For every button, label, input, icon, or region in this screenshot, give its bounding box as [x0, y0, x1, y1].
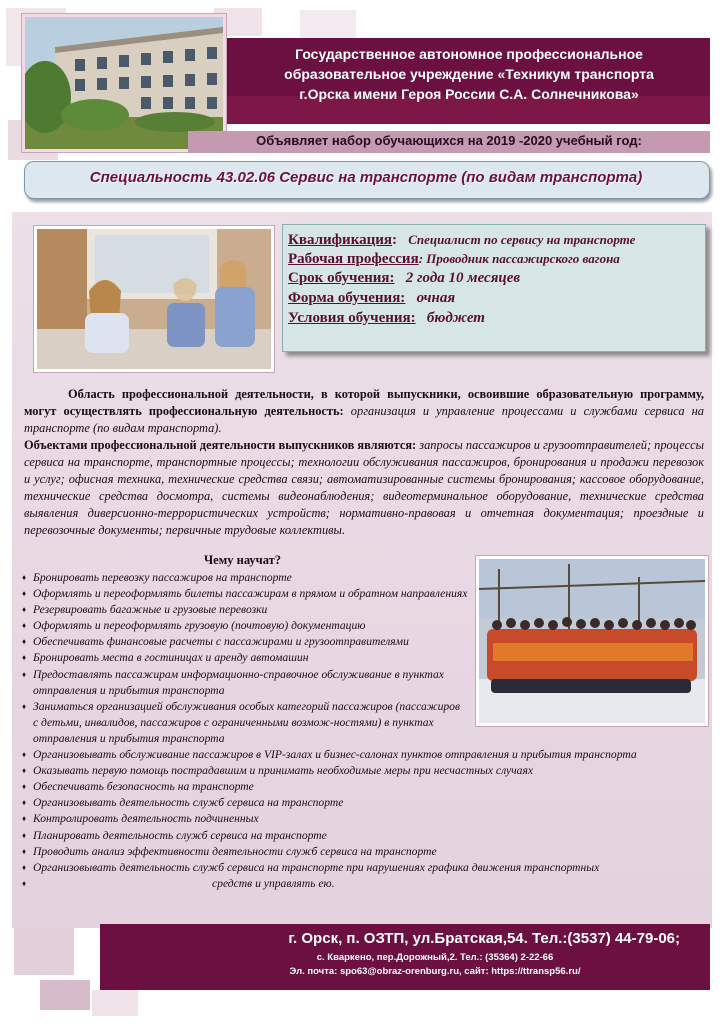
- label-colon: :: [392, 232, 398, 248]
- conditions-label: Условия обучения:: [288, 310, 416, 326]
- conditions-value: бюджет: [426, 310, 485, 326]
- area-lead: Область профессиональной деятельности, в которой выпускники, освоившие образовательную программу, могут осуществлять профессиональную деятельность:: [24, 387, 704, 418]
- list-item: ♦ Бронировать места в гостиницах и аренду автомашин: [22, 650, 701, 666]
- profession-row: [288, 251, 620, 268]
- list-item: ♦ Обеспечивать финансовые расчеты с пассажирами и грузоотправителями: [22, 634, 701, 650]
- qualification-value: Специалист по сервису на транспорте: [408, 232, 636, 247]
- skills-list: [22, 570, 701, 892]
- list-item-text: Оформлять и переоформлять билеты пассажирам в прямом и обратном направлениях: [33, 587, 468, 601]
- specialty-title: Специальность 43.02.06 Сервис на транспорте (по видам транспорта): [89, 169, 643, 186]
- duration-label: Срок обучения:: [288, 270, 395, 286]
- decor-square: [40, 980, 90, 1010]
- list-item: [22, 667, 701, 699]
- qualification-label: Квалификация: [288, 232, 393, 248]
- decor-square: [92, 990, 138, 1016]
- objects-lead: Объектами профессиональной деятельности выпускников являются:: [24, 438, 417, 452]
- list-item: ♦ Проводить анализ эффективности деятельности служб сервиса на транспорте: [22, 844, 701, 860]
- list-item-continuation: ♦ средств и управлять ею.: [22, 876, 701, 892]
- list-item: ♦ Бронировать перевозку пассажиров на транспорте: [22, 570, 701, 586]
- profession-value: Проводник пассажирского вагона: [426, 251, 620, 266]
- institution-title-line: г.Орска имени Героя России С.А. Солнечникова»: [299, 86, 639, 102]
- area-text: организация и управление процессами и службами сервиса на транспорте (по видам транспорта).: [24, 404, 704, 435]
- list-item: [22, 586, 701, 602]
- enroll-announcement: Объявляет набор обучающихся на 2019 -2020 учебный год:: [256, 133, 642, 148]
- duration-value: 2 года 10 месяцев: [405, 270, 521, 286]
- duration-row: [288, 270, 520, 287]
- decor-square: [300, 10, 356, 38]
- form-label: Форма обучения:: [288, 290, 406, 306]
- list-item: ♦ Обеспечивать безопасность на транспорте: [22, 779, 701, 795]
- objects-text: запросы пассажиров и грузоотправителей; процессы сервиса на транспорте, транспортные процессы; технологии обслуживания пассажиров, бронирования и продажи перевозок и услуг; офисная техника, технические средства связи; автоматизированные системы бронирования; кассовое оборудование, технические средства досмотра, системы видеонаблюдения; видеотерминальное оборудование, технические средства выявления диверсионно-террористических устройств; нормативно-правовая и отчетная документация; проездные и перевозочные документы; первичные трудовые коллективы.: [24, 438, 704, 537]
- institution-title-line: Государственное автономное профессиональное: [295, 46, 643, 62]
- qualification-row: [288, 232, 635, 249]
- list-item: ♦ Оформлять и переоформлять грузовую (почтовую) документацию: [22, 618, 701, 634]
- list-item-text: Заниматься организацией обслуживания особых категорий пассажиров (пассажиров с детьми, инвалидов, пассажиров с ограниченными возмож-ностями) в пунктах отправления и прибытия транспорта: [33, 699, 460, 745]
- staff-photo: [34, 226, 274, 372]
- list-item: ♦ Резервировать багажные и грузовые перевозки: [22, 602, 701, 618]
- list-item-text: Предоставлять пассажирам информационно-справочное обслуживание в пунктах отправления и прибытия транспорта: [33, 667, 444, 697]
- list-item-text: Организовывать обслуживание пассажиров в VIP-залах и бизнес-салонах пунктов отправления и прибытия транспорта: [33, 748, 637, 762]
- footer-contacts: Эл. почта: spo63@obraz-orenburg.ru, сайт: https://ttransp56.ru/: [289, 966, 581, 977]
- list-item: ♦ Контролировать деятельность подчиненных: [22, 811, 701, 827]
- objects-paragraph: [24, 437, 704, 539]
- list-item: ♦ Оказывать первую помощь пострадавшим и принимать необходимые меры при несчастных случаях: [22, 763, 701, 779]
- label-colon: :: [418, 251, 427, 266]
- institution-title-line: образовательное учреждение «Техникум транспорта: [284, 66, 654, 82]
- conditions-row: [288, 310, 485, 327]
- footer-branch-address: с. Кваркено, пер.Дорожный,2. Тел.: (35364) 2-22-66: [316, 952, 554, 963]
- list-item: ♦ Организовывать деятельность служб сервиса на транспорте: [22, 795, 701, 811]
- footer-address: г. Орск, п. ОЗТП, ул.Братская,54. Тел.:(3537) 44-79-06;: [288, 930, 680, 947]
- institution-title: [240, 44, 698, 104]
- decor-square: [14, 925, 74, 975]
- list-item: ♦ Организовывать деятельность служб сервиса на транспорте при нарушениях графика движения транспортных: [22, 860, 701, 876]
- profession-label: Рабочая профессия: [288, 251, 419, 267]
- list-item: [22, 747, 701, 763]
- list-item: [22, 699, 701, 747]
- list-item: ♦ Планировать деятельность служб сервиса на транспорте: [22, 828, 701, 844]
- learn-heading: Чему научат?: [204, 553, 282, 567]
- area-paragraph: [24, 386, 704, 437]
- form-value: очная: [416, 290, 456, 306]
- form-row: [288, 290, 455, 307]
